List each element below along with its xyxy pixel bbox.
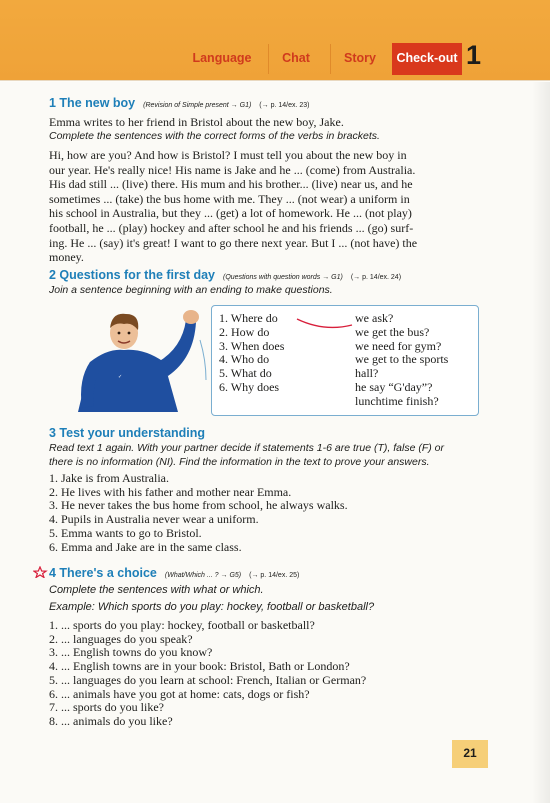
question-beginnings	[219, 312, 284, 395]
question-beginning: 2. How do	[219, 324, 270, 339]
statement-item: 4. Pupils in Australia never wear a uniform.	[49, 512, 259, 527]
exercise-4-items	[49, 619, 366, 729]
letter-line: ing. He ... (say) it's great! I want to go there next year. But I ... (not have) the	[49, 235, 418, 250]
exercise-1-letter	[49, 148, 417, 265]
statement-item: 6. Emma and Jake are in the same class.	[49, 539, 242, 554]
tab-check-out[interactable]: Check-out	[392, 43, 462, 75]
sentence-item: 7. ... sports do you like?	[49, 700, 164, 715]
page-shadow	[532, 82, 550, 803]
exercise-1-heading: 1 The new boy	[49, 96, 136, 110]
question-beginning: 4. Who do	[219, 352, 270, 367]
exercise-1-title	[49, 96, 310, 110]
exercise-2-title	[49, 268, 401, 282]
grammar-ref: (What/Which ... ? → G5)	[164, 572, 242, 579]
question-endings	[355, 312, 448, 409]
tab-language[interactable]: Language	[192, 51, 252, 65]
exercise-3-title: 3 Test your understanding	[49, 426, 206, 440]
exercise-1-intro: Emma writes to her friend in Bristol about the new boy, Jake.	[49, 115, 344, 129]
question-ending: we get the bus?	[355, 324, 430, 339]
match-line	[296, 314, 354, 334]
exercise-3-statements	[49, 472, 348, 554]
question-beginning: 5. What do	[219, 366, 272, 381]
letter-line: money.	[49, 250, 84, 265]
exercise-4-title	[49, 566, 299, 580]
letter-line: football, he ... (play) hockey and after school he and his friends ... (go) surf-	[49, 220, 414, 235]
letter-line: Hi, how are you? And how is Bristol? I must tell you about the new boy in	[49, 148, 407, 162]
exercise-4-example: Example: Which sports do you play: hockey, football or basketball?	[49, 601, 375, 613]
tab-chat[interactable]: Chat	[282, 51, 310, 65]
exercise-4-instruction: Complete the sentences with what or which.	[49, 584, 264, 596]
question-ending: lunchtime finish?	[355, 393, 439, 408]
sentence-item: 1. ... sports do you play: hockey, football or basketball?	[49, 618, 315, 632]
statement-item: 5. Emma wants to go to Bristol.	[49, 525, 202, 540]
svg-text:✓: ✓	[118, 374, 123, 380]
page-ref: (→ p. 14/ex. 23)	[259, 102, 310, 109]
letter-line: our year. He's really nice! His name is Jake and he ... (come) from Australia.	[49, 162, 416, 177]
exercise-3-instruction-1: Read text 1 again. With your partner decide if statements 1-6 are true (T), false (F) or	[49, 442, 444, 454]
exercise-4-heading: 4 There's a choice	[49, 566, 157, 580]
exercise-2-heading: 2 Questions for the first day	[49, 268, 216, 282]
sentence-item: 3. ... English towns do you know?	[49, 645, 213, 660]
exercise-3-instruction-2: there is no information (NI). Find the information in the text to prove your answers.	[49, 456, 430, 468]
unit-number: 1	[466, 40, 482, 70]
question-ending: hall?	[355, 366, 379, 381]
jake-illustration	[60, 300, 210, 425]
letter-line: sometimes ... (take) the bus home with me. They ... (not wear) a uniform in	[49, 191, 410, 206]
page-number: 21	[452, 740, 488, 768]
star-icon	[33, 566, 48, 578]
statement-item: 2. He lives with his father and mother near Emma.	[49, 484, 292, 499]
page-ref: (→ p. 14/ex. 24)	[350, 274, 402, 281]
sentence-item: 2. ... languages do you speak?	[49, 631, 193, 646]
sentence-item: 8. ... animals do you like?	[49, 713, 173, 728]
question-ending: we ask?	[355, 311, 394, 325]
tab-story[interactable]: Story	[344, 51, 376, 65]
sentence-item: 6. ... animals have you got at home: cats, dogs or fish?	[49, 686, 310, 701]
letter-line: his school in Australia, but they ... (get) a lot of homework. He ... (not play)	[49, 206, 412, 221]
question-ending: we need for gym?	[355, 338, 442, 353]
exercise-1-instruction: Complete the sentences with the correct forms of the verbs in brackets.	[49, 130, 380, 142]
page-ref: (→ p. 14/ex. 25)	[249, 572, 300, 579]
question-ending: he say “G'day”?	[355, 379, 433, 394]
letter-line: His dad still ... (live) there. His mum and his brother... (live) near us, and he	[49, 177, 413, 192]
grammar-ref: (Questions with question words → G1)	[223, 274, 343, 281]
statement-item: 1. Jake is from Australia.	[49, 471, 169, 485]
sentence-item: 4. ... English towns are in your book: Bristol, Bath or London?	[49, 659, 350, 674]
grammar-ref: (Revision of Simple present → G1)	[143, 102, 252, 109]
statement-item: 3. He never takes the bus home from school, he always walks.	[49, 498, 348, 513]
divider	[0, 80, 550, 81]
exercise-2-instruction: Join a sentence beginning with an ending to make questions.	[49, 284, 333, 296]
question-beginning: 1. Where do	[219, 311, 278, 325]
question-beginning: 6. Why does	[219, 379, 280, 394]
question-ending: we get to the sports	[355, 352, 449, 367]
question-beginning: 3. When does	[219, 338, 285, 353]
sentence-item: 5. ... languages do you learn at school: French, Italian or German?	[49, 672, 367, 687]
